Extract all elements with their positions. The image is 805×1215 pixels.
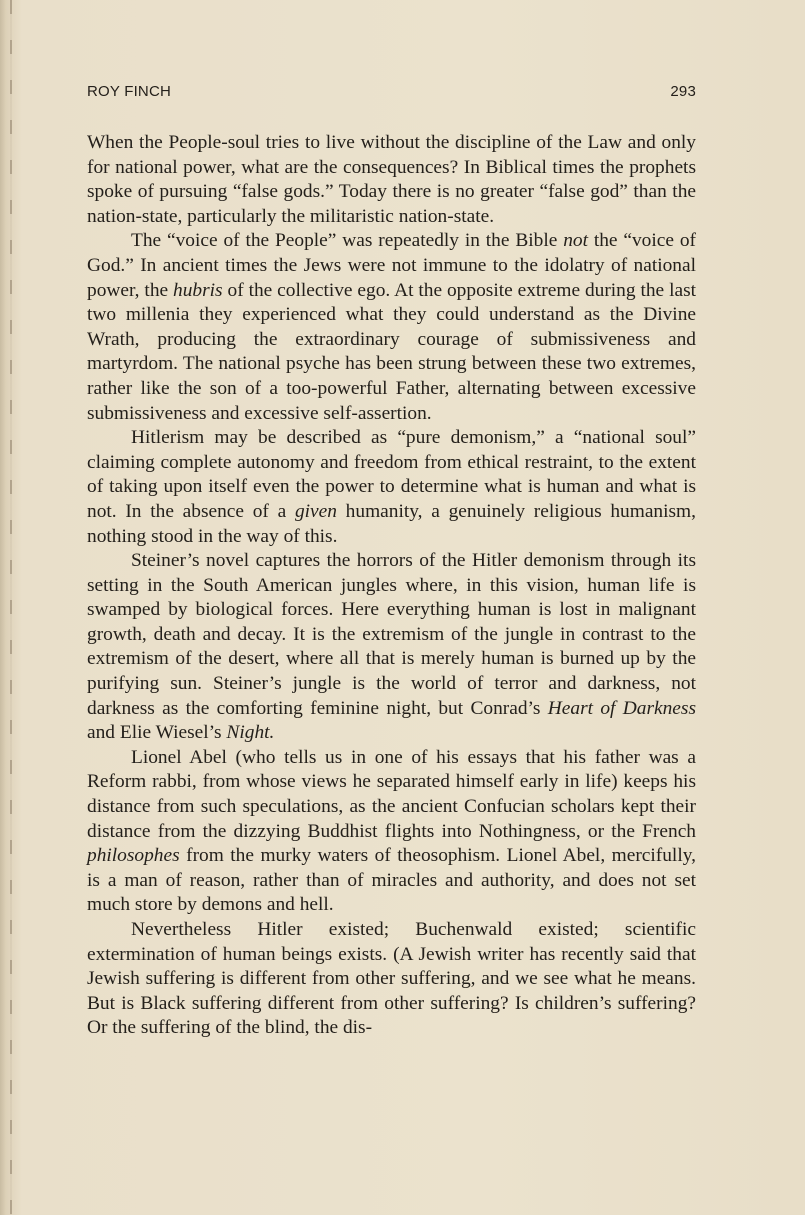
text-run: from the murky waters of theosophism. Lionel Abel, mercifully, is a man of reason, rather than of miracles and authority, and does not set much store by demons and hell.	[87, 845, 696, 916]
page-number: 293	[670, 83, 696, 100]
italic-text: given	[294, 500, 337, 522]
text-run: Nevertheless Hitler existed; Buchenwald existed; scientific extermination of human beings exists. (A Jewish writer has recently said that Jewish suffering is different from other suffering, and we see what he means. But is Black suffering different from other suffering? Is children’s suffering? Or the suffering of the blind, the dis-	[87, 919, 696, 1039]
text-run: The “voice of the People” was repeatedly in the Bible	[131, 230, 564, 252]
text-run: the “voice of God.” In ancient times the Jews were not immune to the idolatry of national power, the	[87, 230, 696, 301]
text-run: humanity, a genuinely religious humanism, nothing stood in the way of this.	[87, 500, 696, 547]
paragraph	[87, 918, 696, 1041]
running-header	[87, 83, 696, 103]
paragraph	[87, 549, 696, 746]
text-run: Steiner’s novel captures the horrors of the Hitler demonism through its setting in the South American jungles where, in this vision, human life is swamped by biological forces. Here everything human is lost in malignant growth, death and decay. It is the extremism of the jungle in contrast to the extremism of the desert, where all that is merely human is burned up by the purifying sun. Steiner’s jungle is the world of terror and darkness, not darkness as the comforting feminine night, but Conrad’s	[87, 550, 696, 719]
italic-text: Heart of Darkness	[547, 697, 696, 719]
italic-text: Night.	[226, 722, 275, 744]
text-run: and Elie Wiesel’s	[87, 722, 227, 744]
text-run: Hitlerism may be described as “pure demonism,” a “national soul” claiming complete autonomy and freedom from ethical restraint, to the extent of taking upon itself even the power to determine what is human and what is not. In the absence of a	[87, 427, 696, 522]
text-run: Lionel Abel (who tells us in one of his essays that his father was a Reform rabbi, from whose views he separated himself early in life) keeps his distance from such speculations, as the ancient Confucian scholars kept their distance from the dizzying Buddhist flights into Nothingness, or the French	[87, 746, 696, 842]
page-gutter-shadow	[10, 0, 12, 1215]
italic-text: philosophes	[87, 845, 180, 867]
body-text	[87, 131, 696, 1041]
paragraph	[87, 229, 696, 426]
text-run: When the People-soul tries to live without the discipline of the Law and only for national power, what are the consequences? In Biblical times the prophets spoke of pursuing “false gods.” Today there is no greater “false god” than the nation-state, particularly the militaristic nation-state.	[87, 132, 696, 227]
italic-text: not	[563, 230, 588, 252]
italic-text: hubris	[173, 279, 223, 301]
paragraph	[87, 131, 696, 229]
paragraph	[87, 746, 696, 918]
paragraph	[87, 426, 696, 549]
running-header-author: ROY FINCH	[87, 83, 172, 100]
text-run: of the collective ego. At the opposite extreme during the last two millenia they experienced what they could understand as the Divine Wrath, producing the extraordinary courage of submissiveness and martyrdom. The national psyche has been strung between these two extremes, rather like the son of a too-powerful Father, alternating between excessive submissiveness and excessive self-assertion.	[87, 279, 696, 424]
